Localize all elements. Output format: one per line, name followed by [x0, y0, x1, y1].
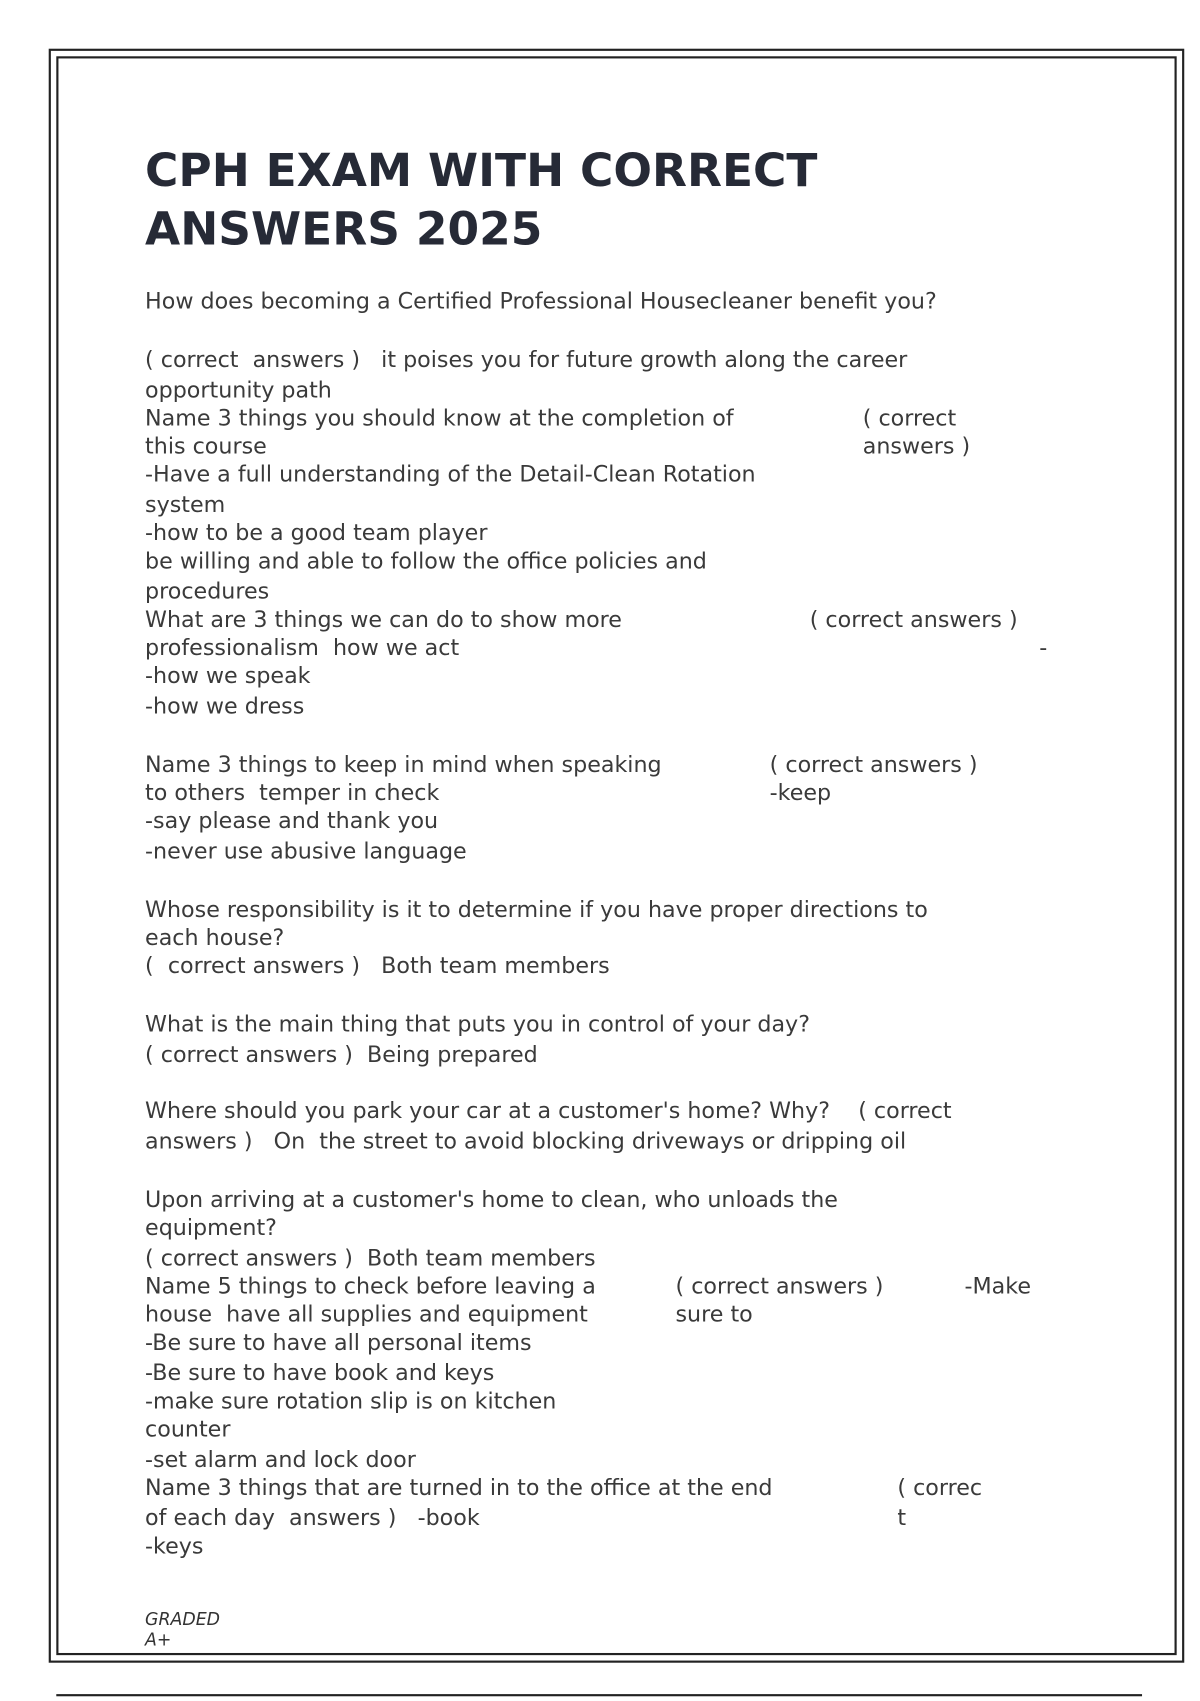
answer-marker: ( correc — [897, 1474, 983, 1501]
question-text: What is the main thing that puts you in control of your day? — [145, 1011, 810, 1038]
answer-marker: ( correct answers ) — [675, 1273, 884, 1299]
answer-marker: ( correct answers ) — [809, 606, 1018, 633]
answer-marker: ( correct answers ) — [769, 751, 978, 778]
document-title-line-1: CPH EXAM WITH CORRECT — [145, 143, 818, 198]
answer-text: system — [145, 491, 226, 518]
question-text: Upon arriving at a customer's home to clean, who unloads the — [145, 1186, 838, 1213]
answer-text: -keep — [769, 779, 832, 806]
question-text: Whose responsibility is it to determine if you have proper directions to — [145, 896, 928, 923]
question-text: Name 5 things to check before leaving a — [145, 1273, 596, 1299]
answer-text: -never use abusive language — [145, 837, 467, 864]
page-bottom-rule — [56, 1694, 1142, 1696]
answer-text: ( correct answers ) Both team members — [145, 952, 610, 979]
answer-text: professionalism how we act — [145, 634, 460, 661]
answer-text: be willing and able to follow the office policies and — [145, 547, 707, 574]
answer-text: -keys — [145, 1532, 204, 1559]
answer-text: -set alarm and lock door — [145, 1446, 416, 1473]
answer-text: answers ) On the street to avoid blocking driveways or dripping oil — [145, 1127, 907, 1154]
answer-text: ( correct answers ) Being prepared — [145, 1041, 538, 1068]
answer-marker: t — [897, 1504, 907, 1531]
answer-text: ( correct answers ) Both team members — [145, 1244, 596, 1271]
answer-text: -Make — [964, 1273, 1031, 1299]
question-text: Name 3 things to keep in mind when speaking — [145, 751, 662, 778]
question-text: each house? — [145, 924, 285, 951]
question-text: Name 3 things you should know at the completion of — [145, 404, 734, 431]
answer-text: counter — [145, 1415, 231, 1442]
answer-text: -make sure rotation slip is on kitchen — [145, 1387, 557, 1414]
question-text: house have all supplies and equipment — [145, 1301, 588, 1328]
answer-text: -Have a full understanding of the Detail-Clean Rotation — [145, 461, 756, 488]
question-text: equipment? — [145, 1214, 277, 1241]
answer-text: to others temper in check — [145, 779, 440, 806]
question-text: How does becoming a Certified Professional Housecleaner benefit you? — [145, 287, 937, 314]
answer-text: of each day answers ) -book — [145, 1504, 480, 1531]
grade-label: GRADED — [145, 1608, 220, 1630]
grade-value: A+ — [145, 1629, 172, 1650]
answer-overflow-text: opportunity path — [145, 376, 332, 403]
answer-marker: ( correct — [862, 404, 957, 431]
question-text: this course — [145, 433, 267, 459]
question-text: What are 3 things we can do to show more — [145, 606, 622, 633]
answer-text: -how we speak — [145, 662, 311, 689]
answer-text: -how to be a good team player — [145, 519, 488, 546]
answer-text: -say please and thank you — [145, 807, 439, 834]
question-text: Where should you park your car at a customer's home? Why? ( correct — [145, 1097, 952, 1124]
answer-text: sure to — [675, 1301, 753, 1328]
document-title-line-2: ANSWERS 2025 — [145, 202, 543, 256]
answer-text: -how we dress — [145, 692, 305, 719]
answer-text: ( correct answers ) it poises you for future growth along the career — [145, 346, 908, 373]
answer-marker: answers ) — [862, 433, 971, 459]
answer-dash: - — [1039, 634, 1048, 661]
answer-text: -Be sure to have all personal items — [145, 1329, 532, 1356]
answer-text: procedures — [145, 578, 270, 605]
question-text: Name 3 things that are turned in to the office at the end — [145, 1474, 773, 1501]
answer-text: -Be sure to have book and keys — [145, 1359, 495, 1386]
